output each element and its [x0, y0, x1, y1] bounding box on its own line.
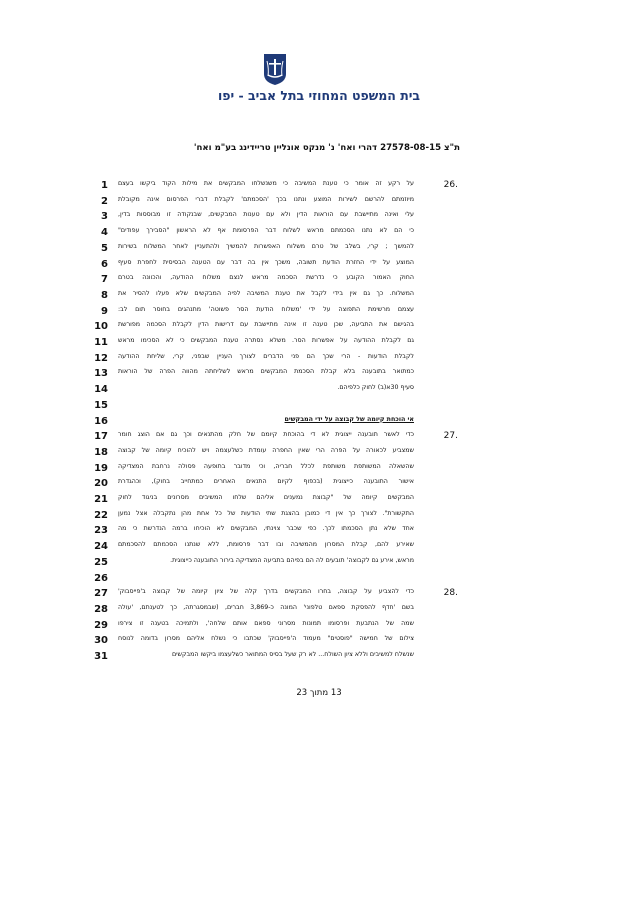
line-text: להמשך ; קרי, בשלב של טרם משלוח האפשרות להמשיך ולהתעניין לאחר המשלוח בשירות — [118, 242, 414, 250]
line-number: 20 — [94, 478, 108, 490]
document-line — [0, 525, 638, 538]
line-number: 27 — [94, 588, 108, 600]
document-line — [0, 227, 638, 240]
paragraph-number: 26. — [443, 180, 458, 190]
case-title: ת"צ 27578-08-15 דהרי ואח' נ' מנקס אונליין טריידינג בע"מ ואח' — [193, 143, 460, 153]
document-line — [0, 290, 638, 303]
document-line — [0, 588, 638, 601]
document-line — [0, 400, 638, 413]
document-line — [0, 196, 638, 209]
line-number: 22 — [94, 509, 108, 521]
line-number: 3 — [101, 211, 108, 223]
line-text: לקבלת הודעות - הרי שכך הם פני הדברים לצורך העניין שבפני, קרי, שליחת ההודעה — [118, 352, 414, 360]
document-line — [0, 557, 638, 570]
line-number: 23 — [94, 525, 108, 537]
document-line — [0, 211, 638, 224]
line-text: שמה של הנתבעת ופרסומו תמונות מסרוני ספאם אותם שלחה', ולתמיכה בטענה זו צירפו — [118, 619, 414, 627]
document-line — [0, 651, 638, 664]
document-line — [0, 620, 638, 633]
line-text: מיוזמתם להרשם לשירות המוצע ונתנו בכך 'הסכמתם' לקבלת דברי הפרסום אינה מקובלת — [118, 195, 414, 203]
line-text: סעיף 30א(ב) לחוק כלפיהם. — [337, 384, 414, 392]
line-number: 31 — [94, 651, 108, 662]
line-number: 15 — [94, 399, 108, 411]
line-text: עצמם מרשימת התפוצה על ידי 'משלוח הודעת הסר פשוטה' מתנהגים בחוסר תום לב: — [118, 305, 414, 313]
line-number: 7 — [101, 274, 108, 286]
line-number: 12 — [94, 352, 108, 364]
line-number: 24 — [94, 541, 108, 553]
line-number: 6 — [101, 258, 108, 270]
document-line — [0, 259, 638, 272]
document-line — [0, 321, 638, 334]
line-number: 13 — [94, 368, 108, 380]
line-number: 16 — [94, 415, 108, 427]
line-number: 21 — [94, 494, 108, 505]
document-line — [0, 416, 638, 429]
line-number: 10 — [94, 321, 108, 333]
line-text: מראש, אירע גם לקבוצה' תובעים לה הם בפיהם בתביעה המצדיקה בירור התובענה כייצוגית. — [170, 556, 414, 564]
line-text: המשלוח. כך גם אין בידי לקבל את טענת המשיבה לפיה המבקשים שלא פעלו להסיר את — [118, 289, 414, 297]
document-line — [0, 243, 638, 256]
paragraph-number: 28. — [443, 588, 458, 599]
document-line — [0, 478, 638, 491]
document-line — [0, 384, 638, 397]
document-line — [0, 274, 638, 287]
document-line — [0, 494, 638, 507]
line-text: החוק האמור הקובע כי נדרשת הסכמה מראש לנצם משלוח ההודעה, והכוונה בטרם — [118, 274, 414, 282]
document-line — [0, 573, 638, 586]
line-number: 1 — [101, 180, 108, 191]
paragraph-number: 27. — [443, 431, 458, 442]
document-line — [0, 337, 638, 350]
document-line — [0, 635, 638, 648]
line-text: גם לקבלת ההודעה על אפשרות הסר. משלא נסתרה טענת המבקשים כי לא הסכימו מראש — [118, 337, 414, 344]
line-number: 9 — [101, 305, 108, 317]
document-line — [0, 541, 638, 554]
line-text: כדי להצביע על קבוצה, בחרו המבקשים בדרך קלה של ציון קיומה של קבוצה ב'פייסבוק' — [118, 588, 414, 596]
document-line — [0, 180, 638, 193]
line-number: 14 — [94, 384, 108, 396]
line-number: 5 — [101, 242, 108, 254]
document-line — [0, 463, 638, 476]
line-text: אחד שלא נתן הסכמתו לכך. כפי שכבר צוינתי, המבקשים לא הוכיחו ברמה הנדרשת כי מה — [118, 525, 414, 533]
line-text: בהגישם את התביעה, שכן טענה זו אינה מתיישבת עם דרישות הדין לקבלת הסכמה מפורשת — [118, 321, 414, 329]
document-line — [0, 604, 638, 617]
line-text: כי הם לא נתנו הסכמתם מראש לשלוח דבר הפרסומת אף לא הראשון "הסבירך עפודים" — [118, 227, 414, 235]
line-text: שהשאלה המשותפת משותפת לכלל חבריה, וכי מדובר בתופעה פסולה נרחבת המצדיקה — [118, 462, 414, 470]
line-text: המבקשים קיומה של "קבוצת נמענים אליהם שלחו המשיבים מסרונים בניגוד לחוק — [118, 494, 414, 501]
line-number: 26 — [94, 572, 108, 584]
line-text: אישור התובענה כייצוגית (בכפוף לקיום התנאים האחרים כמתחייב בחוק), וכהגדרת — [118, 478, 414, 486]
line-text: כדי לאשר תובענה ייצוגית לא די בהוכחת קיומם של חלק מהתנאים וכך גם אם הוצג חומר — [118, 431, 414, 439]
line-number: 11 — [94, 337, 108, 348]
line-text: כמתואר בתובענה בלא קבלת הסכמת המבקשים מראש לשליחתה מהווה הפרה של הוראות — [118, 368, 414, 376]
state-emblem-icon — [262, 52, 288, 86]
line-number: 25 — [94, 556, 108, 568]
line-text: על רקע זה אומר כי טענת המשיבה כי משנשלחו המבקשים את מילות הקוד ביקשו בעצם — [118, 180, 414, 187]
line-number: 17 — [94, 431, 108, 443]
document-line — [0, 306, 638, 319]
document-line — [0, 431, 638, 444]
court-name: בית המשפט המחוזי בתל אביב - יפו — [217, 88, 421, 103]
line-number: 4 — [101, 227, 108, 239]
line-text: עלי ואינה מתיישבת עם הוראות הדין ולא עם טענות המבקשים, שבנקודה זו מבוססות בדין, — [118, 211, 414, 219]
line-number: 28 — [94, 603, 108, 615]
line-number: 30 — [94, 635, 108, 647]
line-number: 29 — [94, 619, 108, 631]
document-line — [0, 368, 638, 381]
line-number: 8 — [101, 289, 108, 301]
line-number: 18 — [94, 446, 108, 458]
line-text: המוצע על ידי החזרת הודעת תשובה, משכך אין בה דבר עם הטענה הבסיסית לחפרת סעיף — [118, 258, 414, 266]
line-text: שמצביע לכאורה על הפרה הרי שאין החפרה עומדת כשלעצמה ויש להוכיח קיומה של קבוצה — [118, 446, 414, 454]
line-text: התקשורת". לצורך כך אין די כמובן בהצגת שתי הודעות של כל אחת מהן נתקבלה אצל נמען — [118, 509, 414, 517]
line-number: 19 — [94, 462, 108, 474]
page-number: 13 מתוך 23 — [296, 688, 342, 698]
document-line — [0, 353, 638, 366]
line-text: שנשלח למשיבים וללא ציון השולח... לא רק שעל בסיס המתואר כשלעצמו ביקשו המבקשים — [171, 651, 414, 658]
line-number: 2 — [101, 195, 108, 207]
line-text: שאירע להם, קבלת המסרון מהמשיבה ובו דבר פרסומת, ללא שנתנו הסכמתם להסכמתם — [118, 541, 414, 549]
line-text: צילום של חמישה "פוסטים" מעמוד ה'פייסבוק' שכתבו כי נשלח אליהם מסרון בדומה לנוסח — [118, 635, 414, 643]
document-line — [0, 447, 638, 460]
section-heading: אי הוכחת קיומה של קבוצה על ידי המבקשים — [284, 415, 414, 423]
document-line — [0, 510, 638, 523]
line-text: בשם 'חדף להפסקת ספאם טלפוני' המונה כ-3,869 חברים, (שבמסגרתה, כך לטענתם, 'עולה — [118, 603, 414, 611]
